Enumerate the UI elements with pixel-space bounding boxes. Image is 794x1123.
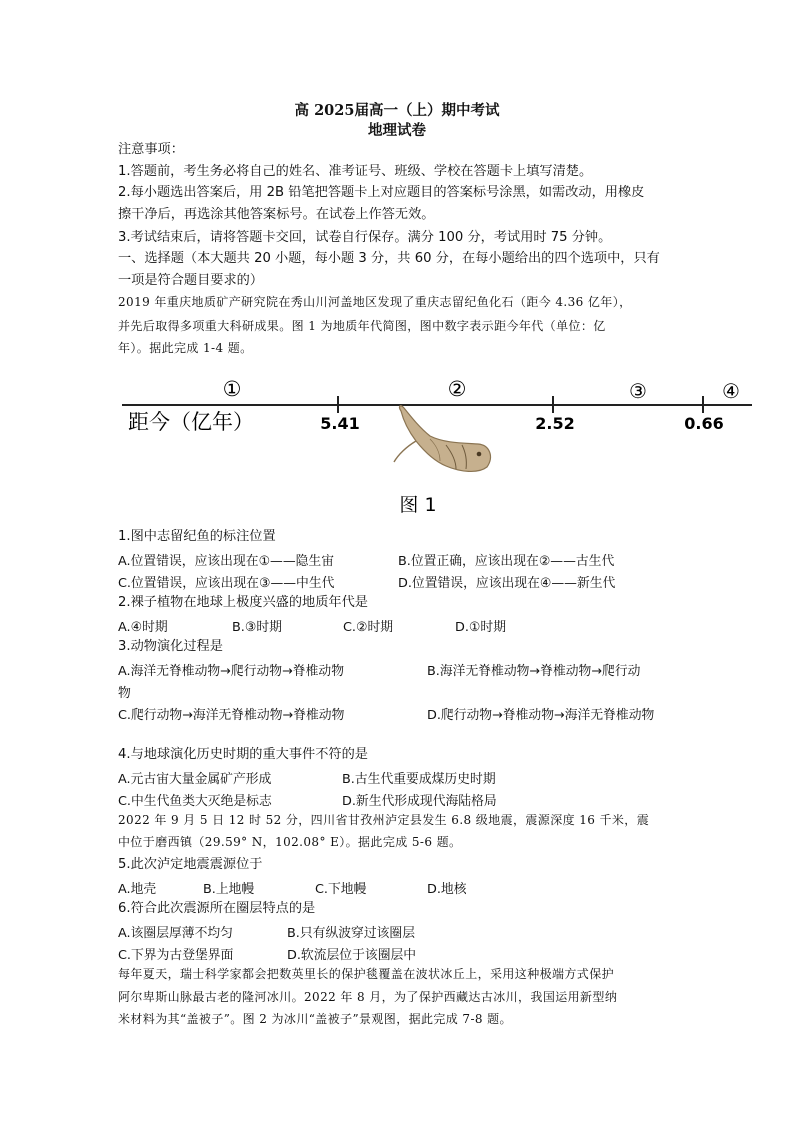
q6-option-a: A.该圈层厚薄不均匀 xyxy=(118,926,233,941)
q2-option-c: C.②时期 xyxy=(343,620,394,635)
q3-option-b: B.海洋无脊椎动物→脊椎动物→爬行动 xyxy=(427,664,641,679)
q2-option-a: A.④时期 xyxy=(118,620,168,635)
intro2-line-b: 中位于磨西镇（29.59° N，102.08° E）。据此完成 5-6 题。 xyxy=(118,835,462,849)
q6-option-d: D.软流层位于该圈层中 xyxy=(287,948,417,963)
intro1-line-b: 并先后取得多项重大科研成果。图 1 为地质年代简图，图中数字表示距今年代（单位：亿 xyxy=(118,319,606,333)
tick-label-2-52: 2.52 xyxy=(535,414,575,433)
mark-2: ② xyxy=(447,377,467,401)
intro1-line-a: 2019 年重庆地质矿产研究院在秀山川河盖地区发现了重庆志留纪鱼化石（距今 4.36 亿年）， xyxy=(118,295,632,309)
section-heading-a: 一、选择题（本大题共 20 小题，每小题 3 分，共 60 分，在每小题给出的四个选项中，只有 xyxy=(118,251,660,266)
exam-subtitle: 地理试卷 xyxy=(368,122,426,139)
notice-line-1: 1.答题前，考生务必将自己的姓名、准考证号、班级、学校在答题卡上填写清楚。 xyxy=(118,164,593,179)
tick-label-0-66: 0.66 xyxy=(684,414,724,433)
q2-option-b: B.③时期 xyxy=(232,620,282,635)
q1-option-c: C.位置错误，应该出现在③——中生代 xyxy=(118,576,335,591)
axis-label: 距今（亿年） xyxy=(128,410,254,434)
q5-option-c: C.下地幔 xyxy=(315,882,367,897)
intro1-line-c: 年）。据此完成 1-4 题。 xyxy=(118,341,253,355)
q4-option-c: C.中生代鱼类大灭绝是标志 xyxy=(118,794,272,809)
notice-line-2a: 2.每小题选出答案后，用 2B 铅笔把答题卡上对应题目的答案标号涂黑，如需改动，用橡皮 xyxy=(118,185,645,200)
q5-stem: 5.此次泸定地震震源位于 xyxy=(118,857,263,872)
intro3-line-c: 米材料为其“盖被子”。图 2 为冰川“盖被子”景观图，据此完成 7-8 题。 xyxy=(118,1012,512,1026)
intro2-line-a: 2022 年 9 月 5 日 12 时 52 分，四川省甘孜州泸定县发生 6.8 级地震，震源深度 16 千米，震 xyxy=(118,813,650,827)
q4-option-d: D.新生代形成现代海陆格局 xyxy=(342,794,497,809)
mark-3: ③ xyxy=(629,379,647,403)
mark-4: ④ xyxy=(722,379,740,403)
notice-heading: 注意事项： xyxy=(118,142,184,157)
q4-option-b: B.古生代重要成煤历史时期 xyxy=(342,772,496,787)
q3-option-c: C.爬行动物→海洋无脊椎动物→脊椎动物 xyxy=(118,708,345,723)
q2-option-d: D.①时期 xyxy=(455,620,506,635)
q3-stem: 3.动物演化过程是 xyxy=(118,639,223,654)
q5-option-b: B.上地幔 xyxy=(203,882,255,897)
q6-option-c: C.下界为古登堡界面 xyxy=(118,948,234,963)
figure-caption: 图 1 xyxy=(399,494,437,515)
section-heading-b: 一项是符合题目要求的） xyxy=(118,273,264,288)
q3-option-b-wrap: 物 xyxy=(118,686,131,701)
intro3-line-b: 阿尔卑斯山脉最古老的隆河冰川。2022 年 8 月，为了保护西藏达古冰川，我国运用新型纳 xyxy=(118,990,618,1004)
q1-option-b: B.位置正确，应该出现在②——古生代 xyxy=(398,554,615,569)
q1-option-d: D.位置错误，应该出现在④——新生代 xyxy=(398,576,616,591)
notice-line-2b: 擦干净后，再选涂其他答案标号。在试卷上作答无效。 xyxy=(118,207,435,222)
q6-stem: 6.符合此次震源所在圈层特点的是 xyxy=(118,901,316,916)
q4-stem: 4.与地球演化历史时期的重大事件不符的是 xyxy=(118,747,368,762)
mark-1: ① xyxy=(222,377,242,401)
exam-title: 高 2025届高一（上）期中考试 xyxy=(294,102,500,119)
q2-stem: 2.裸子植物在地球上极度兴盛的地质年代是 xyxy=(118,595,368,610)
q6-option-b: B.只有纵波穿过该圈层 xyxy=(287,926,416,941)
q1-option-a: A.位置错误，应该出现在①——隐生宙 xyxy=(118,554,335,569)
q4-option-a: A.元古宙大量金属矿产形成 xyxy=(118,772,272,787)
q3-option-d: D.爬行动物→脊椎动物→海洋无脊椎动物 xyxy=(427,708,655,723)
tick-label-5-41: 5.41 xyxy=(320,414,360,433)
figure-1-timeline xyxy=(0,365,794,515)
q5-option-d: D.地核 xyxy=(427,882,467,897)
q5-option-a: A.地壳 xyxy=(118,882,157,897)
notice-line-3: 3.考试结束后，请将答题卡交回，试卷自行保存。满分 100 分，考试用时 75 分钟。 xyxy=(118,230,612,245)
q1-stem: 1.图中志留纪鱼的标注位置 xyxy=(118,529,276,544)
fossil-fish-image xyxy=(394,406,490,472)
q3-option-a: A.海洋无脊椎动物→爬行动物→脊椎动物 xyxy=(118,664,344,679)
intro3-line-a: 每年夏天，瑞士科学家都会把数英里长的保护毯覆盖在波状冰丘上，采用这种极端方式保护 xyxy=(118,967,615,981)
